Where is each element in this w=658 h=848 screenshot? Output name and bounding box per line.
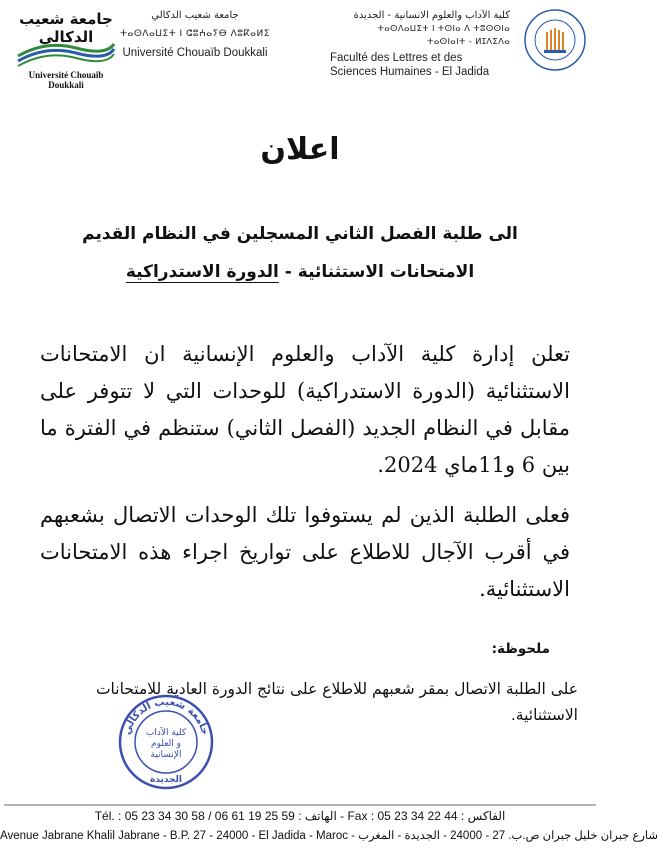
- announcement-paragraph-2: فعلى الطلبة الذين لم يستوفوا تلك الوحدات الاتصال بشعبهم في أقرب الآجال للاطلاع على تواريخ اجراء هذه الامتحانات الاستثنائية.: [40, 503, 570, 601]
- announcement-paragraph-1: تعلن إدارة كلية الآداب والعلوم الإنسانية ان الامتحانات الاستثنائية (الدورة الاستدراكية) للوحدات التي لا تتوفر على مقابل في النظام الجديد (الفصل الثاني) ستنظم في الفترة ما بين 6 و11ماي 2024.: [40, 342, 570, 477]
- logo-stripes-icon: [16, 34, 116, 68]
- subtitle-exams: الامتحانات الاستثنائية -: [278, 262, 475, 282]
- faculty-name-tifinagh-1: ⵜⴰⵙⴷⴰⵡⵉⵜ ⵏ ⵜⵙⵏⴰ ⴷ ⵜⵓⵙⵙⵏⴰ: [377, 24, 510, 34]
- faculty-name-french-2: Sciences Humaines - El Jadida: [330, 66, 490, 78]
- page-title: اعلان: [260, 132, 340, 167]
- subtitle-audience: الى طلبة الفصل الثاني المسجلين في النظام القديم: [82, 224, 518, 244]
- note-text: على الطلبة الاتصال بمقر شعبهم للاطلاع على نتائج الدورة العادية للامتحانات الاستثنائية.: [95, 680, 578, 724]
- official-stamp: [117, 693, 215, 791]
- subtitle-catchup-session: الدورة الاستدراكية: [125, 262, 279, 282]
- faculty-name-arabic: كلية الآداب والعلوم الانسانية - الجديدة: [353, 10, 510, 21]
- subtitle-session: [60, 262, 540, 282]
- stamp-line-3: الإنسانية: [150, 750, 182, 760]
- stamp-line-1: كلية الآداب: [145, 728, 187, 738]
- footer-divider: [0, 804, 600, 806]
- footer-contact: Tél. : 05 23 34 30 58 / 06 61 19 25 59 : الهاتف - Fax : 05 23 34 22 44 : الفاكس: [94, 809, 506, 823]
- logo-french-name: Université Chouaïb Doukkali: [28, 70, 104, 90]
- faculty-name-tifinagh-2: ⵜⴰⵙⵏⴰⵏⵜ - ⵍⵊⴷⵉⴷⴰ: [427, 37, 510, 47]
- university-name-french: Université Chouaïb Doukkali: [122, 47, 268, 59]
- logo-arabic-name: جامعة شعيب الدكالي: [19, 10, 113, 46]
- faculty-name-french-1: Faculté des Lettres et des: [330, 52, 463, 64]
- stamp-line-2: و العلوم: [151, 739, 181, 749]
- university-name-arabic: جامعة شعيب الدكالي: [151, 10, 239, 21]
- faculty-seal-icon: [522, 6, 588, 76]
- footer-address: Avenue Jabrane Khalil Jabrane - B.P. 27 - 24000 - El Jadida - Maroc - شارع جبران خليل جبران ص.ب. 27 - 24000 - الجديدة - المغرب: [0, 830, 658, 842]
- stamp-university-name: جامعة شعيب الدكالي: [121, 696, 211, 737]
- header-right: [330, 10, 510, 78]
- university-name-tifinagh: ⵜⴰⵙⴷⴰⵡⵉⵜ ⵏ ⵛⵓⵄⴰⵢⴱ ⴷⵓⴽⴰⵍⵉ: [120, 29, 270, 39]
- note-label: ملحوظة:: [491, 641, 550, 657]
- stamp-city: الجديدة: [149, 775, 183, 785]
- header-middle: [120, 10, 270, 59]
- university-logo: [14, 10, 118, 90]
